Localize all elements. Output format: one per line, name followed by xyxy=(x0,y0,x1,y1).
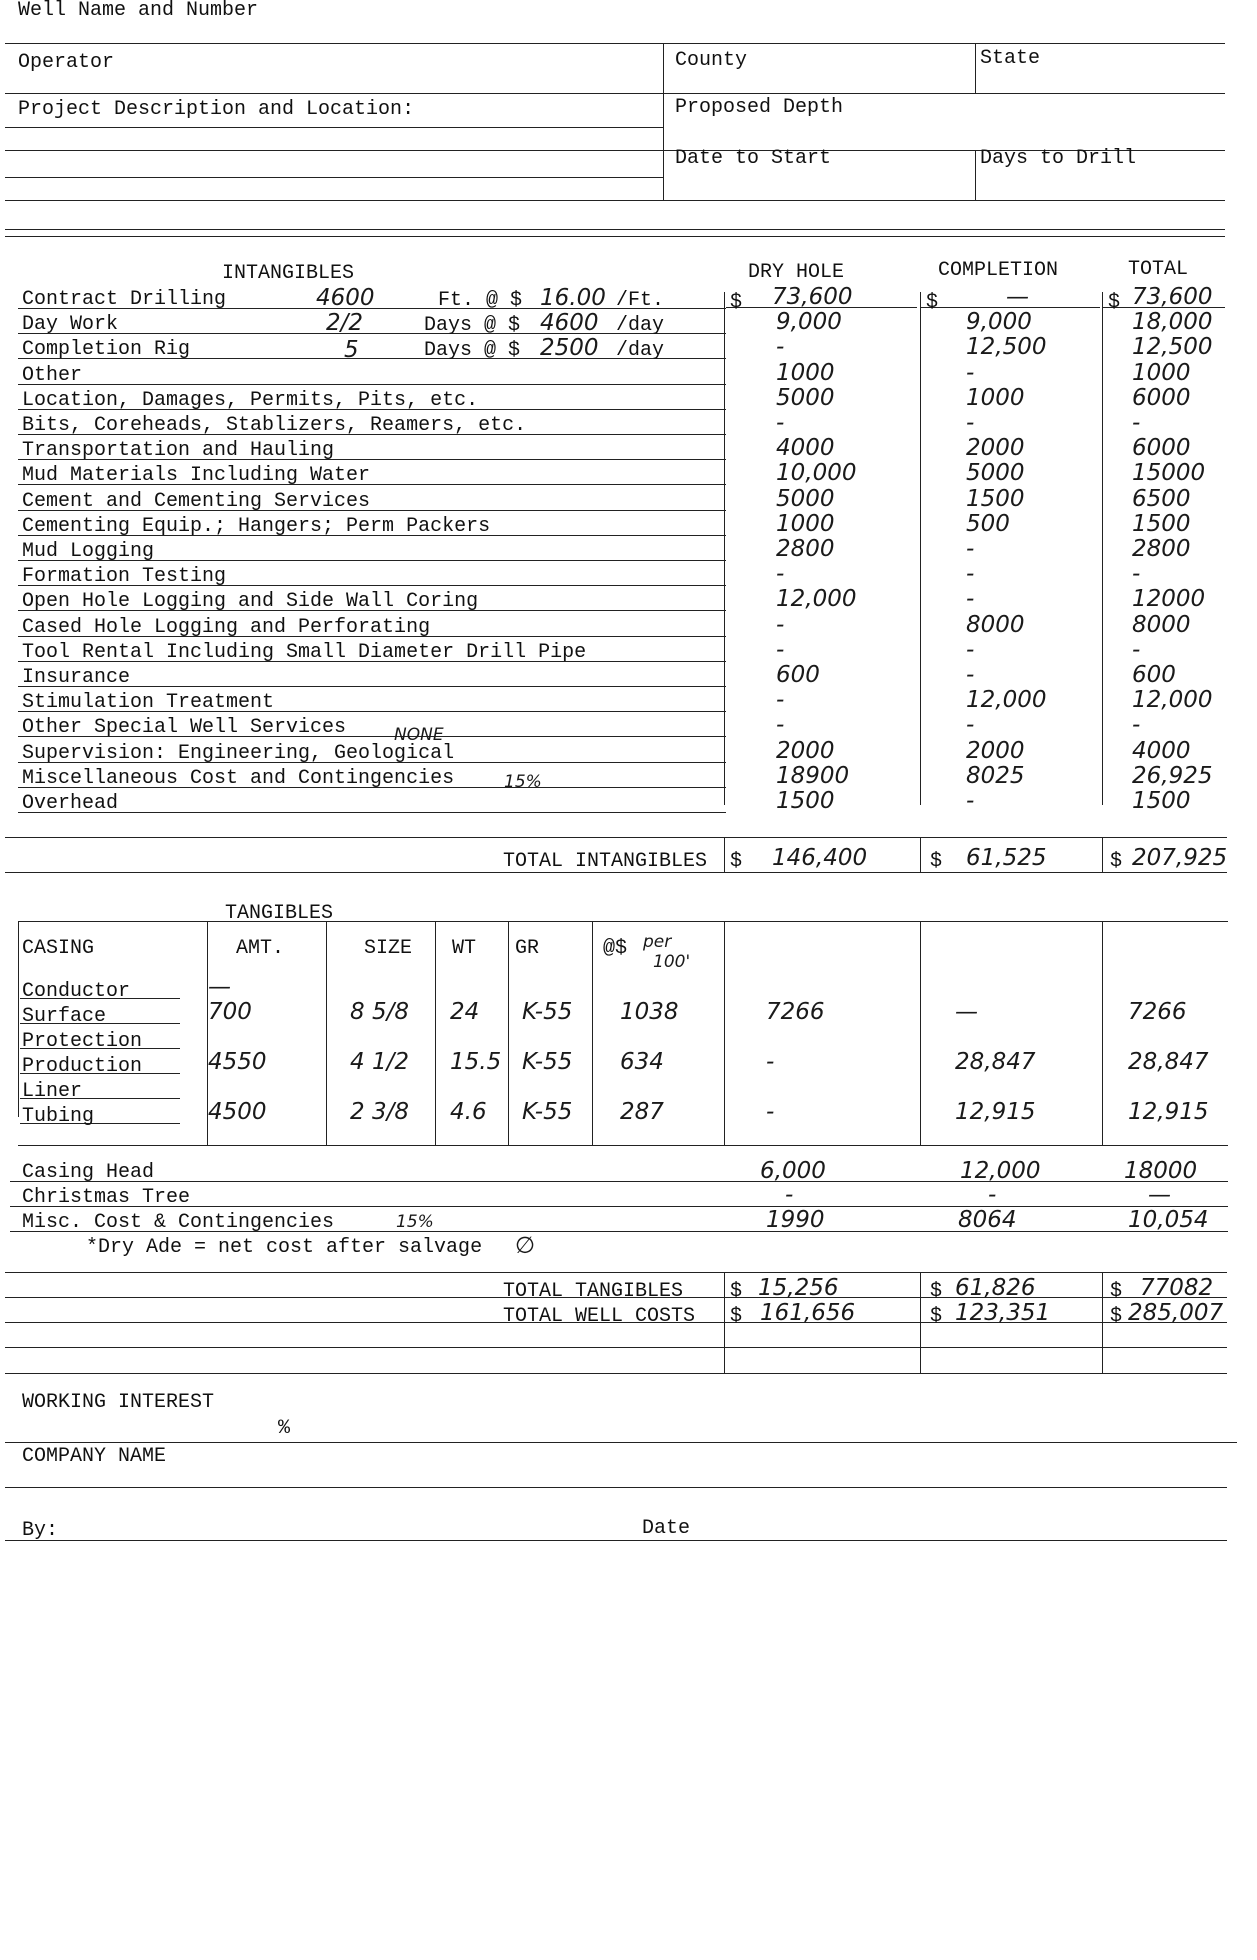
total-intangibles-completion: 61,525 xyxy=(966,845,1047,871)
christmas-tree-label: Christmas Tree xyxy=(22,1186,191,1209)
dry-hole-value: 1000 xyxy=(776,510,835,537)
company-name-line xyxy=(5,1487,1227,1488)
other-special-none: NONE xyxy=(394,725,444,745)
total-value: 12,500 xyxy=(1132,334,1213,361)
rule xyxy=(18,1145,1228,1146)
casing-amt: 700 xyxy=(208,999,252,1025)
casing-row-label: Conductor xyxy=(22,980,131,1003)
completion-value: 8025 xyxy=(966,762,1025,789)
intangible-row-label: Cased Hole Logging and Perforating xyxy=(22,615,431,639)
column-rule xyxy=(1102,1272,1103,1373)
completion-value: - xyxy=(966,359,975,386)
total-value: 6500 xyxy=(1132,485,1191,512)
rule xyxy=(975,150,976,200)
total-header: TOTAL xyxy=(1128,258,1189,281)
dollar-sign: $ xyxy=(926,291,939,314)
casing-dry-hole: - xyxy=(766,1099,775,1125)
casing-total: 7266 xyxy=(1128,999,1187,1025)
casing-head-label: Casing Head xyxy=(22,1161,155,1184)
rule xyxy=(5,127,663,128)
casing-total: 12,915 xyxy=(1128,1099,1209,1125)
completion-value: 2000 xyxy=(966,737,1025,764)
casing-completion: 28,847 xyxy=(955,1049,1036,1075)
casing-head-total: 18000 xyxy=(1124,1158,1198,1184)
casing-head-completion: 12,000 xyxy=(960,1158,1041,1184)
total-value: 600 xyxy=(1132,662,1176,688)
total-tangibles-label: TOTAL TANGIBLES xyxy=(503,1280,684,1303)
day-work-suffix: /day xyxy=(616,314,665,337)
dry-hole-value: - xyxy=(776,687,785,714)
intangible-row-label: Mud Logging xyxy=(22,540,155,563)
rule xyxy=(5,93,1225,94)
dry-hole-value: 600 xyxy=(776,662,820,688)
completion-value: 1000 xyxy=(966,384,1025,411)
completion-value: - xyxy=(966,536,975,562)
intangible-row-label: Overhead xyxy=(22,792,119,815)
total-value: 6000 xyxy=(1132,384,1191,411)
casing-row-label: Liner xyxy=(22,1080,83,1103)
day-work-unit: Days @ $ xyxy=(424,314,521,337)
dollar-sign: $ xyxy=(1110,1305,1123,1328)
intangible-row-label: Contract Drilling xyxy=(22,288,227,311)
casing-completion: 12,915 xyxy=(955,1099,1036,1125)
casing-amt: 4550 xyxy=(208,1049,267,1075)
dry-hole-value: 12,000 xyxy=(776,586,857,613)
dollar-sign: $ xyxy=(730,291,743,314)
completion-value: - xyxy=(966,561,975,588)
dry-hole-value: - xyxy=(776,611,785,638)
intangible-row-label: Formation Testing xyxy=(22,565,227,589)
rule xyxy=(5,229,1225,230)
intangible-row-label: Other Special Well Services xyxy=(22,716,347,740)
rule xyxy=(5,177,663,178)
completion-value: - xyxy=(966,410,975,436)
misc-contingency-pct: 15% xyxy=(504,772,542,792)
intangible-row-label: Stimulation Treatment xyxy=(22,691,275,715)
casing-row-label: Protection xyxy=(22,1030,143,1053)
total-value: 2800 xyxy=(1132,536,1191,562)
completion-rig-rate: 2500 xyxy=(540,335,599,361)
rule xyxy=(975,43,976,93)
completion-value: 5000 xyxy=(966,460,1025,487)
total-value: 26,925 xyxy=(1132,762,1213,789)
completion-value: - xyxy=(966,586,975,613)
dollar-sign: $ xyxy=(1110,1280,1123,1303)
column-rule xyxy=(508,921,509,1145)
column-rule xyxy=(920,837,921,872)
total-value: - xyxy=(1132,636,1141,663)
completion-value: - xyxy=(966,712,975,739)
total-well-costs-completion: 123,351 xyxy=(955,1300,1051,1326)
dry-hole-value: - xyxy=(776,712,785,739)
operator-label: Operator xyxy=(18,51,115,74)
casing-label: CASING xyxy=(22,937,95,960)
dollar-sign: $ xyxy=(930,1280,943,1303)
dollar-sign: $ xyxy=(1108,291,1121,314)
total-value: - xyxy=(1132,561,1141,588)
day-work-days: 2/2 xyxy=(326,310,364,336)
column-rule xyxy=(592,921,593,1145)
completion-value: 500 xyxy=(966,510,1010,537)
intangible-row-label: Miscellaneous Cost and Contingencies xyxy=(22,766,455,790)
size-header: SIZE xyxy=(364,937,413,960)
rule xyxy=(5,200,1225,201)
contract-drilling-feet: 4600 xyxy=(316,285,375,311)
completion-value: - xyxy=(966,636,975,663)
column-rule xyxy=(1102,837,1103,872)
casing-row-label: Production xyxy=(22,1055,143,1078)
completion-value: - xyxy=(966,662,975,688)
rule xyxy=(18,921,1228,922)
row-rule xyxy=(18,384,726,385)
column-rule xyxy=(920,292,921,805)
column-rule xyxy=(1102,292,1103,805)
column-rule xyxy=(1102,921,1103,1145)
misc-cost-pct: 15% xyxy=(396,1212,434,1232)
total-well-costs-label: TOTAL WELL COSTS xyxy=(503,1305,696,1328)
casing-weight: 4.6 xyxy=(450,1099,487,1125)
casing-total: 28,847 xyxy=(1128,1049,1209,1075)
day-work-rate: 4600 xyxy=(540,310,599,336)
days-to-drill-label: Days to Drill xyxy=(980,147,1137,170)
completion-rig-suffix: /day xyxy=(616,339,665,362)
column-rule xyxy=(724,837,725,872)
column-rule xyxy=(920,1272,921,1373)
intangible-row-label: Cement and Cementing Services xyxy=(22,489,371,513)
total-value: 18,000 xyxy=(1132,309,1213,336)
dry-hole-value: - xyxy=(776,334,785,361)
contract-drilling-rate: 16.00 xyxy=(540,285,606,311)
christmas-tree-completion: - xyxy=(988,1182,997,1208)
date-label: Date xyxy=(642,1517,691,1540)
amt-header: AMT. xyxy=(236,937,285,960)
completion-value: 9,000 xyxy=(966,309,1032,336)
intangibles-title: INTANGIBLES xyxy=(222,262,355,285)
misc-cost-total: 10,054 xyxy=(1128,1207,1209,1233)
working-interest-label: WORKING INTEREST xyxy=(22,1391,215,1414)
rule xyxy=(5,1347,1227,1348)
misc-cost-dry: 1990 xyxy=(766,1207,825,1233)
total-value: 6000 xyxy=(1132,435,1191,462)
percent-sign: % xyxy=(278,1417,291,1440)
dollar-sign: $ xyxy=(730,1305,743,1328)
intangible-row-label: Cementing Equip.; Hangers; Perm Packers xyxy=(22,514,491,538)
wt-header: WT xyxy=(452,937,477,960)
completion-value: 12,500 xyxy=(966,334,1047,361)
column-rule xyxy=(435,921,436,1145)
total-value: 12,000 xyxy=(1132,687,1213,714)
casing-price: 1038 xyxy=(620,999,679,1025)
completion-rig-days: 5 xyxy=(344,337,359,363)
dry-hole-value: 10,000 xyxy=(776,460,857,487)
price-header: @$ xyxy=(603,937,628,960)
dry-note-value: ∅ xyxy=(515,1233,536,1259)
dry-hole-header: DRY HOLE xyxy=(748,261,845,284)
intangible-row-label: Location, Damages, Permits, Pits, etc. xyxy=(22,388,479,412)
dry-hole-value: 18900 xyxy=(776,762,850,789)
christmas-tree-dry: - xyxy=(785,1182,794,1208)
dollar-sign: $ xyxy=(730,850,743,873)
total-well-costs-dry: 161,656 xyxy=(760,1300,856,1326)
casing-amt: 4500 xyxy=(208,1099,267,1125)
dollar-sign: $ xyxy=(1110,850,1123,873)
completion-header: COMPLETION xyxy=(938,259,1059,282)
total-value: 1500 xyxy=(1132,788,1191,814)
column-rule xyxy=(326,921,327,1145)
casing-row-label: Tubing xyxy=(22,1105,95,1128)
rule xyxy=(5,837,1227,838)
column-rule xyxy=(724,1272,725,1373)
christmas-tree-total: — xyxy=(1148,1182,1171,1208)
gr-header: GR xyxy=(515,937,540,960)
by-label: By: xyxy=(22,1519,59,1542)
completion-value: 1500 xyxy=(966,485,1025,512)
price-per-note: per xyxy=(643,932,672,952)
dry-hole-value: 5000 xyxy=(776,384,835,411)
intangible-row-label: Transportation and Hauling xyxy=(22,439,335,463)
state-label: State xyxy=(980,47,1041,70)
casing-size: 4 1/2 xyxy=(350,1049,409,1075)
completion-value: 12,000 xyxy=(966,687,1047,714)
casing-completion: — xyxy=(955,999,978,1025)
casing-size: 8 5/8 xyxy=(350,999,409,1025)
intangible-row-label: Tool Rental Including Small Diameter Drill Pipe xyxy=(22,640,587,664)
casing-row-label: Surface xyxy=(22,1005,107,1028)
intangible-row-label: Completion Rig xyxy=(22,338,191,362)
tangibles-title: TANGIBLES xyxy=(225,902,334,925)
dollar-sign: $ xyxy=(930,850,943,873)
rule xyxy=(5,1272,1227,1273)
total-value: 4000 xyxy=(1132,737,1191,764)
completion-value: — xyxy=(1006,284,1029,310)
misc-cost-completion: 8064 xyxy=(958,1207,1017,1233)
intangible-row-label: Supervision: Engineering, Geological xyxy=(22,741,455,765)
dry-hole-value: 2800 xyxy=(776,536,835,562)
dry-hole-value: 1500 xyxy=(776,788,835,814)
total-intangibles-dry: 146,400 xyxy=(772,845,868,871)
total-value: 12000 xyxy=(1132,586,1206,613)
total-value: - xyxy=(1132,712,1141,739)
casing-weight: 24 xyxy=(450,999,480,1025)
dry-hole-value: 2000 xyxy=(776,737,835,764)
completion-value: 8000 xyxy=(966,611,1025,638)
completion-value: - xyxy=(966,788,975,814)
total-tangibles-total: 77082 xyxy=(1140,1275,1214,1301)
dollar-sign: $ xyxy=(930,1305,943,1328)
intangible-row-label: Mud Materials Including Water xyxy=(22,464,371,488)
contract-drilling-unit: Ft. @ $ xyxy=(438,289,523,312)
casing-price: 634 xyxy=(620,1049,664,1075)
total-value: 15000 xyxy=(1132,460,1206,487)
project-description-label: Project Description and Location: xyxy=(18,98,415,121)
total-value: 8000 xyxy=(1132,611,1191,638)
casing-grade: K-55 xyxy=(522,999,573,1025)
dry-hole-value: - xyxy=(776,561,785,588)
dollar-sign: $ xyxy=(730,1280,743,1303)
intangible-row-label: Open Hole Logging and Side Wall Coring xyxy=(22,590,479,614)
total-value: 73,600 xyxy=(1132,284,1213,310)
casing-amt: — xyxy=(208,974,231,1000)
total-intangibles-total: 207,925 xyxy=(1132,845,1228,871)
casing-dry-hole: 7266 xyxy=(766,999,825,1025)
intangible-row-label: Bits, Coreheads, Stablizers, Reamers, etc. xyxy=(22,414,527,437)
dry-hole-value: 1000 xyxy=(776,359,835,386)
intangible-row-label: Other xyxy=(22,363,83,387)
column-rule xyxy=(18,921,19,1117)
well-name-label: Well Name and Number xyxy=(18,0,259,22)
dry-hole-value: 4000 xyxy=(776,435,835,462)
total-tangibles-dry: 15,256 xyxy=(758,1275,839,1301)
dry-hole-value: - xyxy=(776,636,785,663)
rule xyxy=(5,43,1225,44)
completion-value: 2000 xyxy=(966,435,1025,462)
dry-hole-value: 5000 xyxy=(776,485,835,512)
rule xyxy=(663,43,664,200)
working-interest-line xyxy=(5,1442,1237,1443)
intangible-row-label: Insurance xyxy=(22,666,131,689)
dry-note: *Dry Ade = net cost after salvage xyxy=(86,1236,483,1259)
casing-dry-hole: - xyxy=(766,1049,775,1075)
total-value: 1500 xyxy=(1132,510,1191,537)
company-name-label: COMPANY NAME xyxy=(22,1445,167,1468)
completion-rig-unit: Days @ $ xyxy=(424,339,521,362)
dry-hole-value: - xyxy=(776,410,785,436)
casing-head-dry: 6,000 xyxy=(760,1158,826,1184)
total-well-costs-total: 285,007 xyxy=(1128,1300,1224,1326)
casing-size: 2 3/8 xyxy=(350,1099,409,1125)
casing-price: 287 xyxy=(620,1099,664,1125)
rule xyxy=(5,1373,1227,1374)
contract-drilling-suffix: /Ft. xyxy=(616,289,665,312)
row-rule xyxy=(18,812,726,813)
signature-line xyxy=(5,1540,1227,1541)
proposed-depth-label: Proposed Depth xyxy=(675,96,844,119)
intangible-row-label: Day Work xyxy=(22,313,119,337)
total-value: - xyxy=(1132,410,1141,436)
casing-grade: K-55 xyxy=(522,1049,573,1075)
column-rule xyxy=(724,921,725,1145)
county-label: County xyxy=(675,49,748,72)
column-rule xyxy=(920,921,921,1145)
rule xyxy=(5,236,1225,237)
price-per-note: 100' xyxy=(653,952,691,972)
casing-weight: 15.5 xyxy=(450,1049,502,1075)
total-value: 1000 xyxy=(1132,359,1191,386)
dry-hole-value: 9,000 xyxy=(776,309,842,336)
misc-cost-label: Misc. Cost & Contingencies xyxy=(22,1211,335,1234)
total-tangibles-completion: 61,826 xyxy=(955,1275,1036,1301)
date-to-start-label: Date to Start xyxy=(675,147,832,170)
casing-grade: K-55 xyxy=(522,1099,573,1125)
dry-hole-value: 73,600 xyxy=(772,284,853,310)
total-intangibles-label: TOTAL INTANGIBLES xyxy=(503,850,708,873)
column-rule xyxy=(724,292,725,805)
